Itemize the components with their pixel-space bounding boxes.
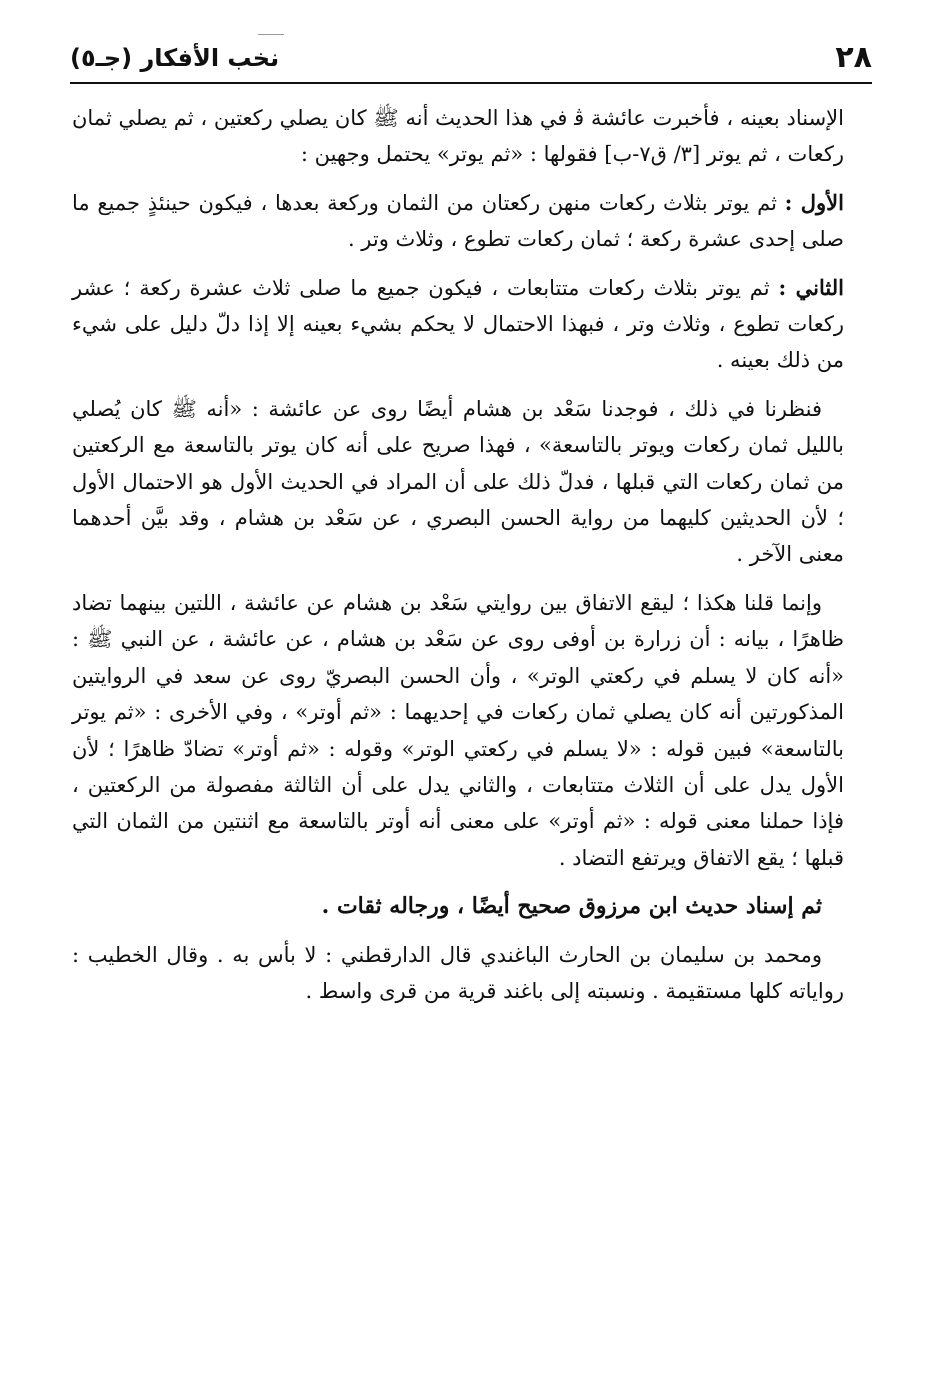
paragraph-narrator-note (72, 937, 844, 1010)
paragraph-text: الإسناد بعينه ، فأخبرت عائشة ﭬ في هذا الحديث أنه ﷺ كان يصلي ركعتين ، ثم يصلي ثمان ركعات ، ثم يوتر [٣/ ق٧-ب] فقولها : «ثم يوتر» يحتمل وجهين : (72, 106, 844, 167)
body-text (72, 100, 844, 1021)
header-divider (70, 82, 872, 84)
paragraph-lead: الثاني : (778, 274, 844, 300)
page-number: ٢٨ (835, 40, 872, 75)
header-mark (258, 34, 284, 35)
paragraph-text: ثم يوتر بثلاث ركعات متتابعات ، فيكون جميع ما صلى ثلاث عشرة ركعة ؛ عشر ركعات تطوع ، وثلاث وتر ، فبهذا الاحتمال لا يحكم بشيء بعينه إلا إذا دلّ دليل على شيء من ذلك بعينه . (72, 275, 844, 373)
paragraph-saad-narration (72, 391, 844, 573)
paragraph-text: فنظرنا في ذلك ، فوجدنا سَعْد بن هشام أيضًا روى عن عائشة : «أنه ﷺ كان يُصلي بالليل ثمان ركعات ويوتر بالتاسعة» ، فهذا صريح على أنه كان يوتر بالتاسعة مع الركعتين من ثمان ركعات التي قبلها ، فدلّ ذلك على أن المراد في الحديث الأول هو الاحتمال الأول ؛ لأن الحديثين كليهما من رواية الحسن البصري ، عن سَعْد بن هشام ، وقد بيَّن أحدهما معنى الآخر . (72, 396, 844, 567)
section-subheading: ثم إسناد حديث ابن مرزوق صحيح أيضًا ، ورجاله ثقات . (321, 893, 822, 920)
paragraph-text: ثم يوتر بثلاث ركعات منهن ركعتان من الثمان وركعة بعدها ، فيكون حينئذٍ جميع ما صلى إحدى عشرة ركعة ؛ ثمان ركعات تطوع ، وثلاث وتر . (72, 190, 844, 252)
page-header (70, 38, 872, 78)
paragraph-first-view (72, 185, 844, 258)
paragraph-lead: الأول : (784, 189, 844, 215)
paragraph-text: وإنما قلنا هكذا ؛ ليقع الاتفاق بين روايتي سَعْد بن هشام عن عائشة ، اللتين بينهما تضاد ظاهرًا ، بيانه : أن زرارة بن أوفى روى عن سَعْد بن هشام ، عن عائشة ، عن النبي ﷺ : «أنه كان لا يسلم في ركعتي الوتر» ، وأن الحسن البصريّ روى عن سعد في الروايتين المذكورتين أنه كان يصلي ثمان ركعات في إحديهما : «ثم أوتر» ، وفي الأخرى : «ثم يوتر بالتاسعة» فبين قوله : «لا يسلم في ركعتي الوتر» وقوله : «ثم أوتر» تضادّ ظاهرًا ؛ لأن الأول يدل على أن الثلاث متتابعات ، والثاني يدل على أن الثالثة مفصولة من الركعتين ، فإذا حملنا معنى قوله : «ثم أوتر» على معنى أنه أوتر بالتاسعة مع اثنتين من الثمان التي قبلها ؛ يقع الاتفاق ويرتفع التضاد . (72, 590, 844, 870)
book-title: نخب الأفكار (جـ٥) (70, 44, 280, 72)
paragraph-reconciliation (72, 585, 844, 876)
paragraph-text: ومحمد بن سليمان بن الحارث الباغندي قال الدارقطني : لا بأس به . وقال الخطيب : رواياته كلها مستقيمة . ونسبته إلى باغند قرية من قرى واسط . (72, 942, 844, 1003)
paragraph-isnad (72, 100, 844, 173)
paragraph-second-view (72, 270, 844, 379)
